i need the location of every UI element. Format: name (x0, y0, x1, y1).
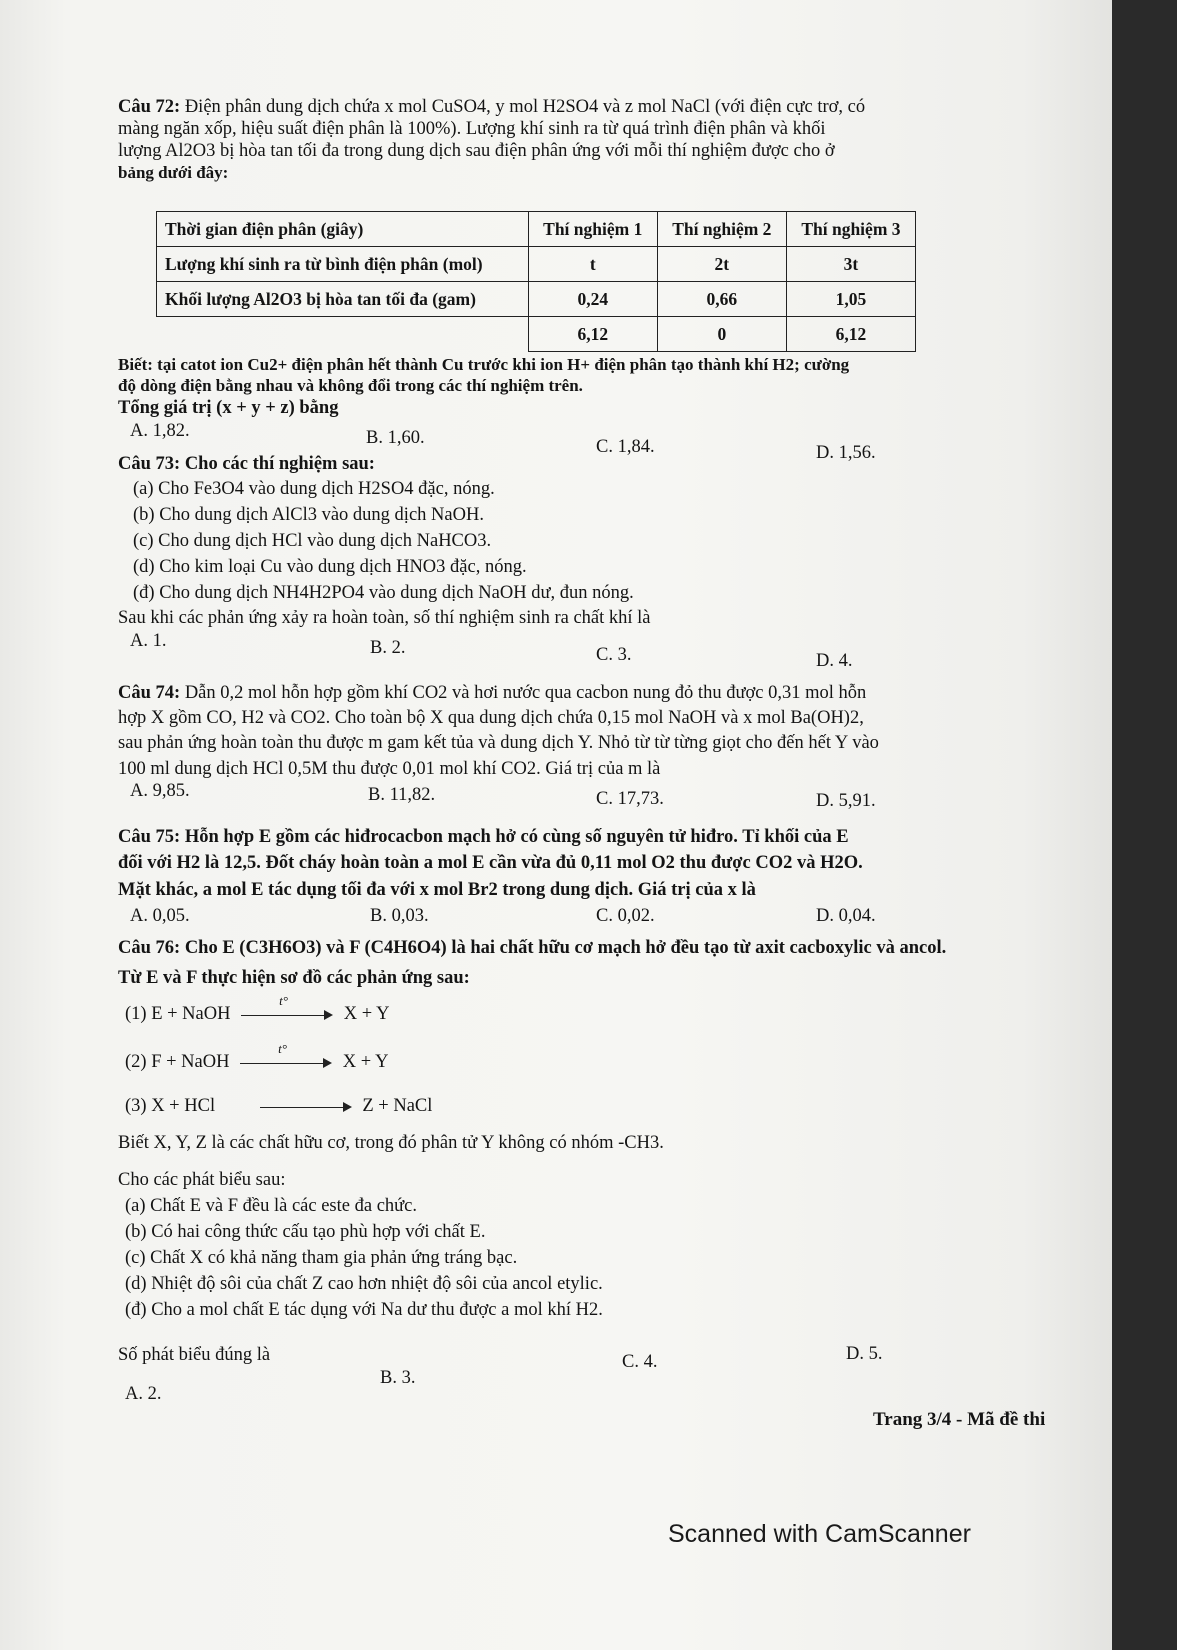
q74-label: Câu 74: (118, 683, 181, 703)
reaction-2: (2) F + NaOH t° X + Y (125, 1040, 389, 1072)
q74-option-c: C. 17,73. (596, 789, 664, 809)
q73-item-d: (d) Cho kim loại Cu vào dung dịch HNO3 đặc, nóng. (133, 557, 527, 577)
q76-option-c: C. 4. (622, 1352, 658, 1372)
q76-statement-dd: (đ) Cho a mol chất E tác dụng với Na dư thu được a mol khí H2. (125, 1300, 603, 1320)
q72-line3: lượng Al2O3 bị hòa tan tối đa trong dung dịch sau điện phân ứng với mỗi thí nghiệm được cho ở (118, 141, 835, 161)
q74-line2: hợp X gồm CO, H2 và CO2. Cho toàn bộ X qua dung dịch chứa 0,15 mol NaOH và x mol Ba(OH)2, (118, 708, 864, 728)
q74-option-b: B. 11,82. (368, 785, 436, 805)
scan-edge (1112, 0, 1177, 1650)
q72-data-table (156, 211, 916, 352)
reaction-3: (3) X + HCl Z + NaCl (125, 1096, 433, 1116)
q75-label: Câu 75: (118, 827, 181, 847)
q73-item-b: (b) Cho dung dịch AlCl3 vào dung dịch NaOH. (133, 505, 484, 525)
q72-line2: màng ngăn xốp, hiệu suất điện phân là 100%). Lượng khí sinh ra từ quá trình điện phân và khối (118, 119, 826, 139)
q76-line1: Câu 76: Cho E (C3H6O3) và F (C4H6O4) là hai chất hữu cơ mạch hở đều tạo từ axit cacboxylic và ancol. (118, 938, 947, 958)
q73-item-a: (a) Cho Fe3O4 vào dung dịch H2SO4 đặc, nóng. (133, 479, 495, 499)
q73-option-a: A. 1. (130, 631, 167, 651)
table-row: 6,12 0 6,12 (157, 317, 916, 352)
q73-question: Sau khi các phản ứng xảy ra hoàn toàn, số thí nghiệm sinh ra chất khí là (118, 608, 651, 628)
q74-line1: Câu 74: Dẫn 0,2 mol hỗn hợp gồm khí CO2 và hơi nước qua cacbon nung đỏ thu được 0,31 mol hỗn (118, 683, 867, 703)
q73-label: Câu 73: (118, 454, 181, 474)
q76-line4: Cho các phát biểu sau: (118, 1170, 286, 1190)
q75-line1: Câu 75: Hỗn hợp E gồm các hiđrocacbon mạch hở có cùng số nguyên tử hiđro. Tỉ khối của E (118, 827, 849, 847)
q75-option-b: B. 0,03. (370, 906, 429, 926)
q76-statement-b: (b) Có hai công thức cấu tạo phù hợp với chất E. (125, 1222, 486, 1242)
q72-note2: độ dòng điện bằng nhau và không đổi trong các thí nghiệm trên. (118, 376, 583, 395)
q74-option-d: D. 5,91. (816, 791, 876, 811)
q76-option-b: B. 3. (380, 1368, 416, 1388)
page-footer: Trang 3/4 - Mã đề thi (873, 1409, 1046, 1430)
q74-line3: sau phản ứng hoàn toàn thu được m gam kết tủa và dung dịch Y. Nhỏ từ từ từng giọt cho đến hết Y vào (118, 733, 879, 753)
q73-option-b: B. 2. (370, 638, 406, 658)
reaction-arrow-icon (260, 1100, 352, 1114)
q76-statement-a: (a) Chất E và F đều là các este đa chức. (125, 1196, 418, 1216)
q72-label: Câu 72: (118, 97, 181, 117)
q72-option-b: B. 1,60. (366, 428, 425, 448)
q72-line1: Câu 72: Điện phân dung dịch chứa x mol CuSO4, y mol H2SO4 và z mol NaCl (với điện cực trơ, có (118, 97, 866, 117)
camscanner-watermark: Scanned with CamScanner (668, 1520, 971, 1548)
q74-line4: 100 ml dung dịch HCl 0,5M thu được 0,01 mol khí CO2. Giá trị của m là (118, 759, 661, 779)
q76-question: Số phát biểu đúng là (118, 1345, 271, 1365)
q76-statement-d: (d) Nhiệt độ sôi của chất Z cao hơn nhiệt độ sôi của ancol etylic. (125, 1274, 603, 1294)
q73-item-dd: (đ) Cho dung dịch NH4H2PO4 vào dung dịch NaOH dư, đun nóng. (133, 583, 634, 603)
q73-item-c: (c) Cho dung dịch HCl vào dung dịch NaHCO3. (133, 531, 492, 551)
q72-line4: bảng dưới đây: (118, 163, 229, 182)
q76-option-d: D. 5. (846, 1344, 883, 1364)
q76-label: Câu 76: (118, 938, 181, 958)
table-row: Khối lượng Al2O3 bị hòa tan tối đa (gam) 0,24 0,66 1,05 (157, 282, 916, 317)
q75-option-c: C. 0,02. (596, 906, 655, 926)
q72-question: Tổng giá trị (x + y + z) bằng (118, 398, 339, 418)
q76-line2: Từ E và F thực hiện sơ đồ các phản ứng sau: (118, 968, 470, 988)
q72-option-d: D. 1,56. (816, 443, 876, 463)
q72-note1: Biết: tại catot ion Cu2+ điện phân hết thành Cu trước khi ion H+ điện phân tạo thành khí H2; cường (118, 355, 850, 374)
q72-option-c: C. 1,84. (596, 437, 655, 457)
table-row: Lượng khí sinh ra từ bình điện phân (mol) t 2t 3t (157, 247, 916, 282)
q76-line3: Biết X, Y, Z là các chất hữu cơ, trong đó phân tử Y không có nhóm -CH3. (118, 1133, 664, 1153)
reaction-1: (1) E + NaOH t° X + Y (125, 992, 390, 1024)
q73-intro: Câu 73: Cho các thí nghiệm sau: (118, 454, 375, 474)
q75-line2: đối với H2 là 12,5. Đốt cháy hoàn toàn a mol E cần vừa đủ 0,11 mol O2 thu được CO2 và H2O. (118, 853, 863, 873)
q73-option-c: C. 3. (596, 645, 632, 665)
q76-statement-c: (c) Chất X có khả năng tham gia phản ứng tráng bạc. (125, 1248, 518, 1268)
q72-option-a: A. 1,82. (130, 421, 190, 441)
q73-option-d: D. 4. (816, 651, 853, 671)
q75-option-a: A. 0,05. (130, 906, 190, 926)
q75-line3: Mặt khác, a mol E tác dụng tối đa với x mol Br2 trong dung dịch. Giá trị của x là (118, 880, 756, 900)
table-row: Thời gian điện phân (giây) Thí nghiệm 1 Thí nghiệm 2 Thí nghiệm 3 (157, 212, 916, 247)
q76-option-a: A. 2. (125, 1384, 162, 1404)
reaction-arrow-icon: t° (240, 1056, 332, 1070)
reaction-arrow-icon: t° (241, 1008, 333, 1022)
q74-option-a: A. 9,85. (130, 781, 190, 801)
q75-option-d: D. 0,04. (816, 906, 876, 926)
